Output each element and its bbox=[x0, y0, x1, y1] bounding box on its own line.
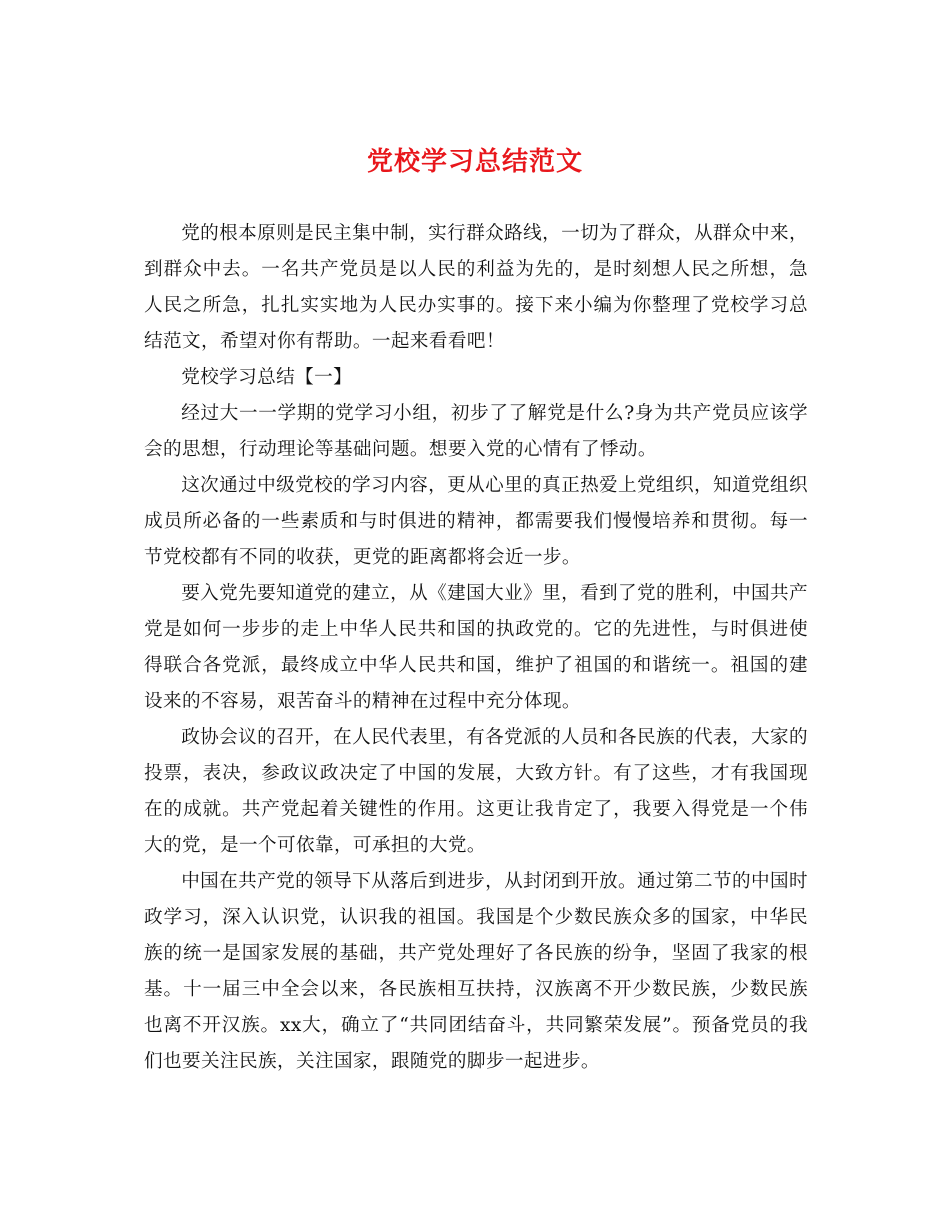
section-heading: 党校学习总结【一】 bbox=[181, 367, 353, 388]
paragraph: 中国在共产党的领导下从落后到进步，从封闭到开放。通过第二节的中国时政学习，深入认识党，认识我的祖国。我国是个少数民族众多的国家，中华民族的统一是国家发展的基础，共产党处理好了各民族的纷争，坚固了我家的根基。十一届三中全会以来，各民族相互扶持，汉族离不开少数民族，少数民族也离不开汉族。xx大，确立了“共同团结奋斗，共同繁荣发展”。预备党员的我们也要关注民族，关注国家，跟随党的脚步一起进步。 bbox=[144, 871, 808, 1072]
paragraph: 这次通过中级党校的学习内容，更从心里的真正热爱上党组织，知道党组织成员所必备的一些素质和与时俱进的精神，都需要我们慢慢培养和贯彻。每一节党校都有不同的收获，更党的距离都将会近一步。 bbox=[144, 475, 808, 568]
page-title: 党校学习总结范文 bbox=[366, 147, 583, 177]
paragraph: 政协会议的召开，在人民代表里，有各党派的人员和各民族的代表，大家的投票，表决，参政议政决定了中国的发展，大致方针。有了这些，才有我国现在的成就。共产党起着关键性的作用。这更让我肯定了，我要入得党是一个伟大的党，是一个可依靠，可承担的大党。 bbox=[144, 727, 808, 856]
document-body bbox=[144, 216, 808, 1080]
paragraph-intro: 党的根本原则是民主集中制，实行群众路线，一切为了群众，从群众中来，到群众中去。一名共产党员是以人民的利益为先的，是时刻想人民之所想，急人民之所急，扎扎实实地为人民办实事的。接下来小编为你整理了党校学习总结范文，希望对你有帮助。一起来看看吧！ bbox=[144, 223, 808, 352]
paragraph: 经过大一一学期的党学习小组，初步了了解党是什么?身为共产党员应该学会的思想，行动理论等基础问题。想要入党的心情有了悸动。 bbox=[144, 403, 808, 460]
paragraph: 要入党先要知道党的建立，从《建国大业》里，看到了党的胜利，中国共产党是如何一步步的走上中华人民共和国的执政党的。它的先进性，与时俱进使得联合各党派，最终成立中华人民共和国，维护了祖国的和谐统一。祖国的建设来的不容易，艰苦奋斗的精神在过程中充分体现。 bbox=[144, 583, 808, 712]
